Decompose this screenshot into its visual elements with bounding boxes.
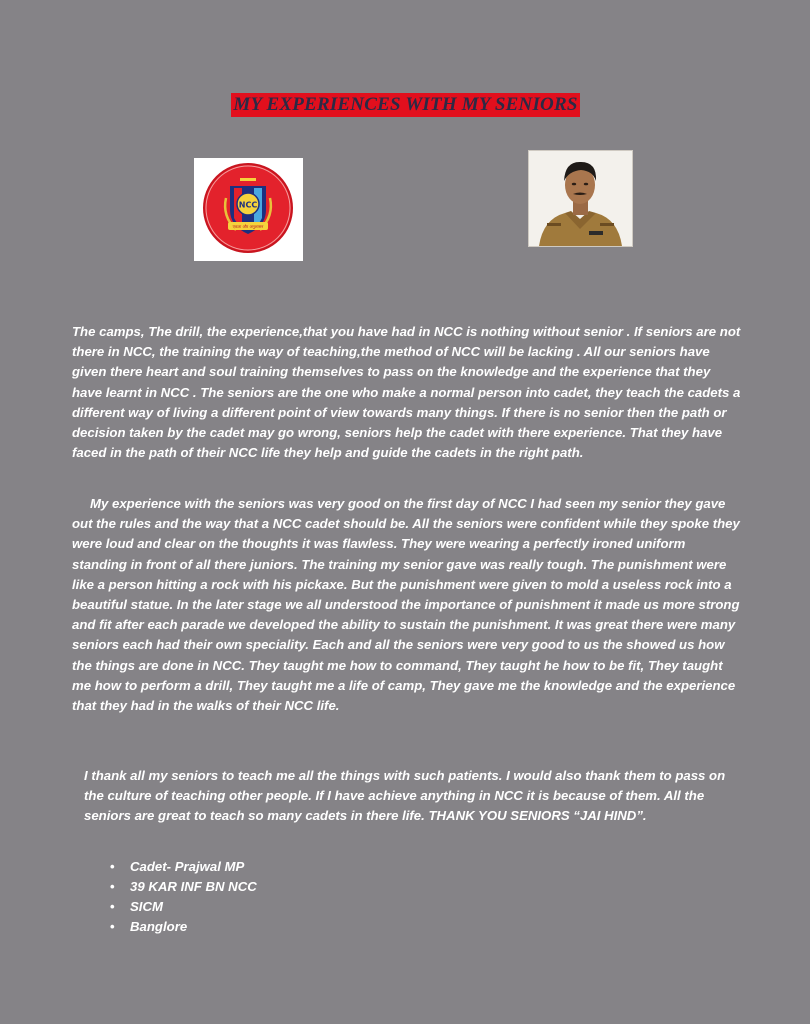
bullet-icon: • [110, 919, 115, 934]
bullet-icon: • [110, 879, 115, 894]
signature-unit: 39 KAR INF BN NCC [130, 879, 257, 894]
portrait-photo-icon [529, 151, 632, 246]
logo-center-text: NCC [238, 200, 258, 210]
cadet-portrait-photo [528, 150, 633, 247]
signature-item-unit [110, 877, 257, 897]
signature-college: SICM [130, 899, 163, 914]
ncc-logo-image [194, 158, 303, 261]
signature-item-name [110, 857, 257, 877]
bullet-icon: • [110, 899, 115, 914]
signature-list [110, 857, 257, 937]
page-title: MY EXPERIENCES WITH MY SENIORS [231, 93, 580, 117]
paragraph-thanks: I thank all my seniors to teach me all the things with such patients. I would also thank them to pass on the culture of teaching other people. If I have achieve anything in NCC it is because of them. All the seniors are great to teach so many cadets in there life. THANK YOU SENIORS “JAI HIND”. [84, 768, 726, 824]
signature-item-college [110, 897, 257, 917]
bullet-icon: • [110, 859, 115, 874]
signature-city: Banglore [130, 919, 188, 934]
logo-motto-text: एकता और अनुशासन [232, 224, 264, 229]
signature-name: Cadet- Prajwal MP [130, 859, 245, 874]
paragraph-experience: My experience with the seniors was very good on the first day of NCC I had seen my senior they gave out the rules and the way that a NCC cadet should be. All the seniors were confident while they spoke they were loud and clear on the thoughts it was flawless. They were wearing a perfectly ironed uniform standing in front of all there juniors. The training my senior gave was really tough. The punishment were like a person hitting a rock with his pickaxe. But the punishment were given to mold a useless rock into a beautiful statue. In the later stage we all understood the importance of punishment it made us more strong and fit after each parade we developed the ability to sustain the punishment. It was great there were many seniors each had their own speciality. Each and all the seniors were very good to us the showed us how the things are done in NCC. They taught me how to command, They taught he how to be fit, They taught me how to perform a drill, They taught me a life of camp, They gave me the knowledge and the experience that they had in the walks of their NCC life. [72, 496, 740, 714]
ncc-emblem-icon [194, 158, 303, 261]
paragraph-intro: The camps, The drill, the experience,that you have had in NCC is nothing without senior . If seniors are not there in NCC, the training the way of teaching,the method of NCC will be lacking . All our seniors have given there heart and soul training themselves to pass on the knowledge and the experience that they have learnt in NCC . The seniors are the one who make a normal person into cadet, they teach the cadets a different way of living a different point of view towards many things. If there is no senior then the path or decision taken by the cadet may go wrong, seniors help the cadet with there experience. That they have faced in the path of their NCC life they help and guide the cadets in the right path. [72, 324, 741, 461]
signature-item-city [110, 917, 257, 937]
